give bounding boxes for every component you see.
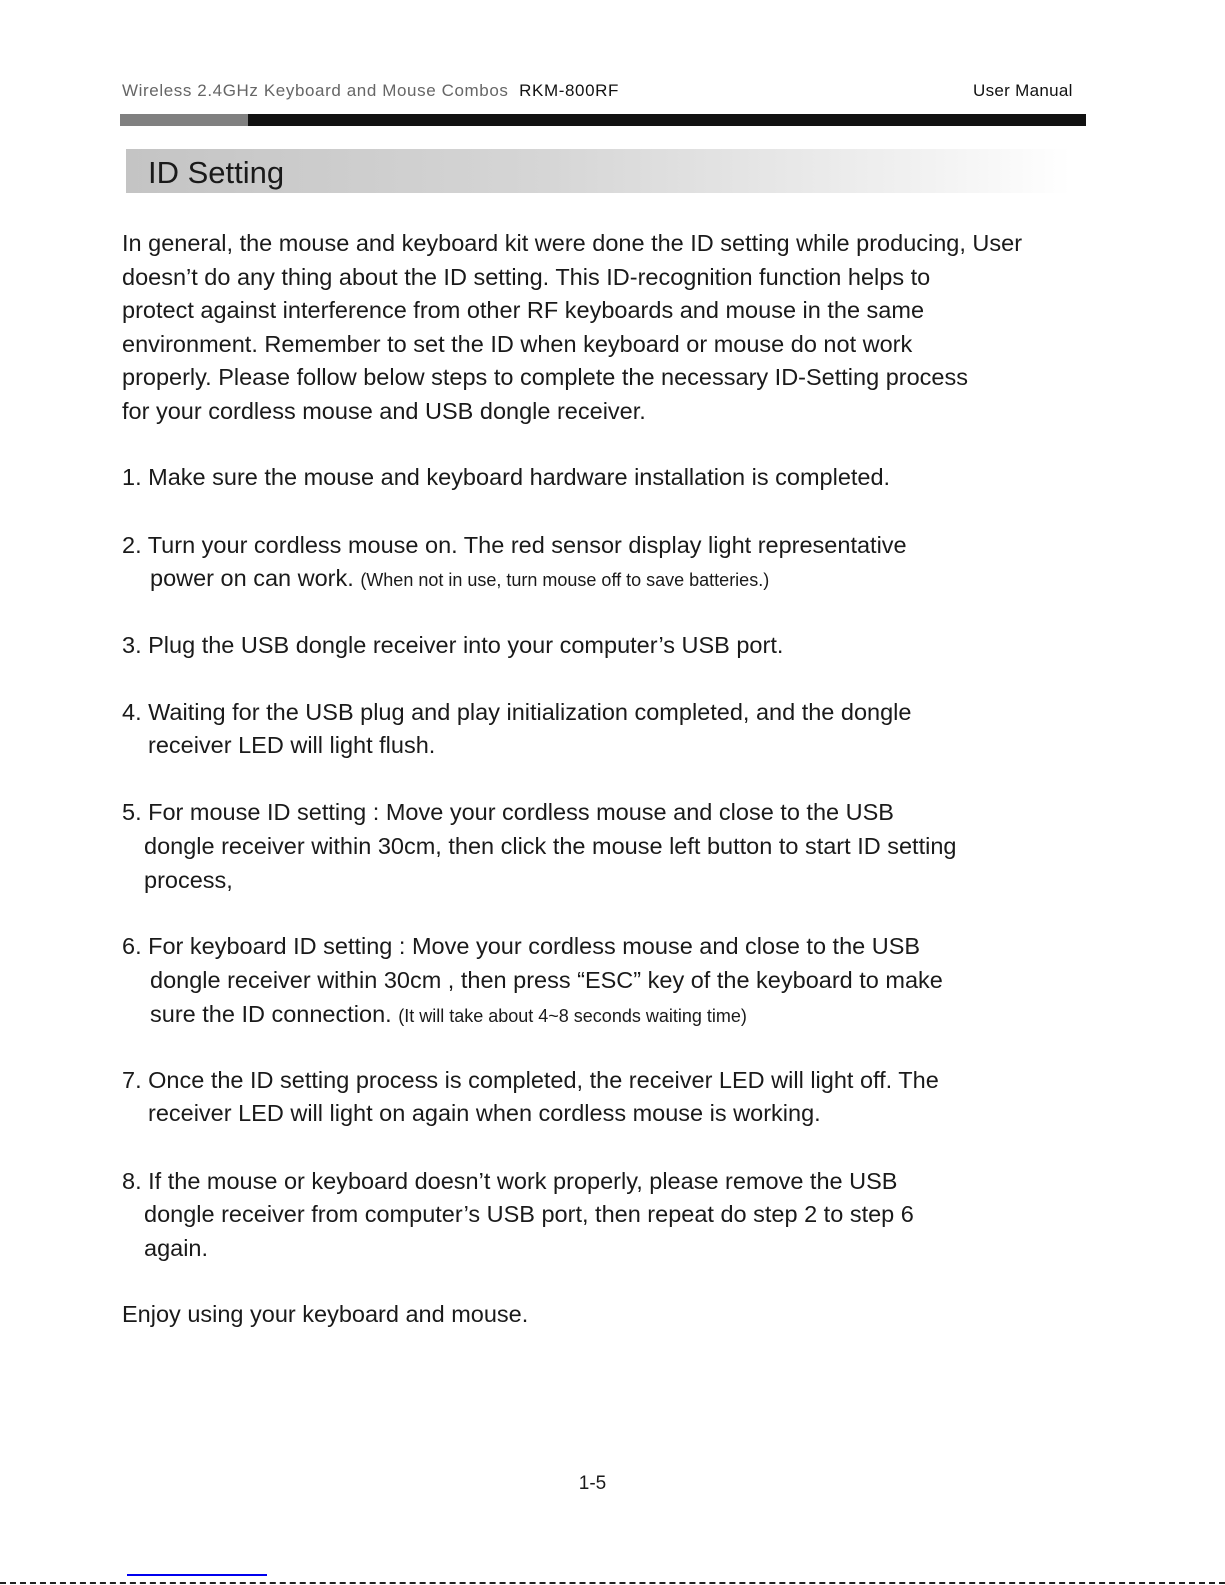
text-span: sure the ID connection. [150, 1001, 392, 1027]
text-line: receiver LED will light on again when cordless mouse is working. [148, 1100, 821, 1126]
text-line: protect against interference from other RF keyboards and mouse in the same [122, 297, 925, 323]
text-line: dongle receiver from computer’s USB port, then repeat do step 2 to step 6 [144, 1201, 914, 1227]
text-line: dongle receiver within 30cm, then click the mouse left button to start ID setting [144, 833, 957, 859]
product-name: Wireless 2.4GHz Keyboard and Mouse Combos [122, 81, 509, 100]
text-line: again. [144, 1235, 209, 1261]
text-line [150, 564, 769, 594]
text-line: doesn’t do any thing about the ID setting. This ID-recognition function helps to [122, 264, 931, 290]
text-line: process, [144, 867, 233, 893]
section-title-band [126, 149, 1071, 193]
text-line: 6. For keyboard ID setting : Move your cordless mouse and close to the USB [122, 933, 921, 959]
text-line: 4. Waiting for the USB plug and play initialization completed, and the dongle [122, 699, 912, 725]
header-product [122, 81, 619, 101]
closing-text: Enjoy using your keyboard and mouse. [122, 1301, 529, 1327]
header-rule-black [248, 114, 1086, 126]
footer-link-underline [127, 1574, 267, 1576]
text-line: 5. For mouse ID setting : Move your cordless mouse and close to the USB [122, 799, 894, 825]
text-span: power on can work. [150, 565, 354, 591]
header-doc-type: User Manual [973, 81, 1073, 100]
step-note: (When not in use, turn mouse off to save batteries.) [360, 570, 770, 590]
page-number: 1-5 [578, 1473, 607, 1494]
page-edge-divider [0, 1582, 1225, 1584]
text-line: receiver LED will light flush. [148, 732, 436, 758]
text-line: In general, the mouse and keyboard kit were done the ID setting while producing, User [122, 230, 1023, 256]
text-line: 3. Plug the USB dongle receiver into your computer’s USB port. [122, 632, 784, 658]
text-line: properly. Please follow below steps to complete the necessary ID-Setting process [122, 364, 968, 390]
text-line: environment. Remember to set the ID when keyboard or mouse do not work [122, 331, 913, 357]
text-line: dongle receiver within 30cm , then press “ESC” key of the keyboard to make [150, 967, 943, 993]
section-title: ID Setting [148, 155, 285, 190]
text-line: 7. Once the ID setting process is completed, the receiver LED will light off. The [122, 1067, 939, 1093]
model-name: RKM-800RF [519, 81, 620, 100]
text-line: 1. Make sure the mouse and keyboard hardware installation is completed. [122, 464, 891, 490]
step-note: (It will take about 4~8 seconds waiting time) [398, 1006, 747, 1026]
text-line: 8. If the mouse or keyboard doesn’t work properly, please remove the USB [122, 1168, 898, 1194]
text-line [150, 1000, 747, 1030]
text-line: for your cordless mouse and USB dongle receiver. [122, 398, 646, 424]
text-line: 2. Turn your cordless mouse on. The red sensor display light representative [122, 532, 907, 558]
header-rule-grey [120, 114, 248, 126]
